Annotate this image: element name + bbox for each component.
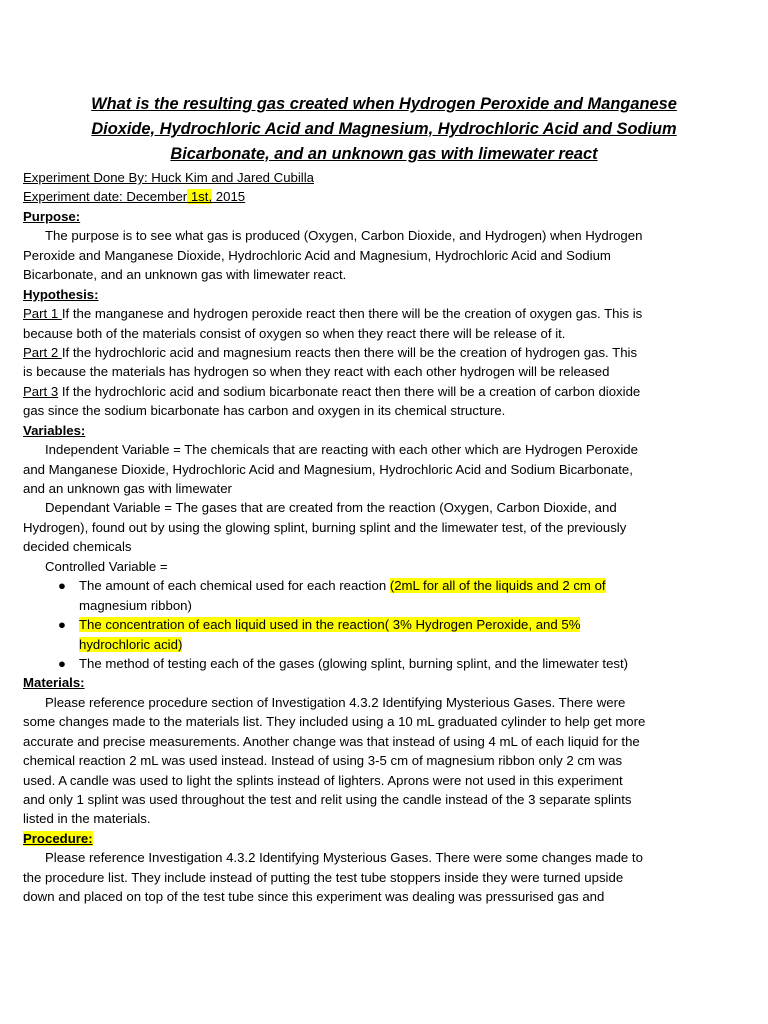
hypothesis-part-2 [23,343,745,362]
bullet-icon: ● [58,617,66,633]
bullet-continuation: magnesium ribbon) [79,597,192,613]
purpose-line: Bicarbonate, and an unknown gas with limewater react. [23,267,347,283]
dependent-variable-line: decided chemicals [23,539,132,555]
purpose-heading: Purpose: [23,208,81,224]
materials-line: some changes made to the materials list. They included using a 10 mL graduated cylinder to help get more [23,714,646,730]
bullet-2-highlight: The concentration of each liquid used in the reaction( 3% Hydrogen Peroxide, and 5% [79,617,581,633]
date-prefix: Experiment date: December [23,189,188,205]
part-1-label: Part 1 [23,306,62,322]
independent-variable-line: and Manganese Dioxide, Hydrochloric Acid and Magnesium, Hydrochloric Acid and Sodium Bicarbonate, [23,461,633,477]
hypothesis-line: because both of the materials consist of oxygen so when they react there will be release of it. [23,325,566,341]
hypothesis-heading: Hypothesis: [23,286,99,302]
materials-line: Please reference procedure section of Investigation 4.3.2 Identifying Mysterious Gases. There were [45,694,626,710]
part-3-label: Part 3 [23,383,59,399]
controlled-variable-label: Controlled Variable = [45,558,168,574]
document-title [23,92,745,166]
independent-variable-line: and an unknown gas with limewater [23,481,232,496]
bullet-text [57,615,745,634]
purpose-line: Peroxide and Manganese Dioxide, Hydrochloric Acid and Magnesium, Hydrochloric Acid and Sodium [23,247,611,263]
materials-line: listed in the materials. [23,811,151,827]
dependent-variable-line: Hydrogen), found out by using the glowing splint, burning splint and the limewater test, of the previously [23,519,627,535]
bullet-1-highlight: (2mL for all of the liquids and 2 cm of [389,578,606,594]
materials-heading: Materials: [23,675,85,691]
independent-variable-line: Independent Variable = The chemicals that are reacting with each other which are Hydrogen Peroxide [45,442,638,458]
bullet-continuation [23,635,745,654]
bullet-3-text: The method of testing each of the gases (glowing splint, burning splint, and the limewater test) [79,655,629,671]
title-line-2: Dioxide, Hydrochloric Acid and Magnesium, Hydrochloric Acid and Sodium [91,119,677,138]
materials-line: accurate and precise measurements. Another change was that instead of using 4 mL of each liquid for the [23,733,640,749]
part-2-label: Part 2 [23,344,62,360]
part-1-text: If the manganese and hydrogen peroxide react then there will be the creation of oxygen gas. This is [61,306,643,322]
part-2-text: If the hydrochloric acid and magnesium reacts then there will be the creation of hydrogen gas. This [61,344,638,360]
bullet-item [23,615,745,634]
materials-line: and only 1 splint was used throughout the test and relit using the candle instead of the 3 separate splints [23,792,632,807]
hypothesis-part-3 [23,382,745,401]
materials-line: used. A candle was used to light the splints instead of lighters. Aprons were not used in this experiment [23,772,623,788]
bullet-1-text: The amount of each chemical used for each reaction [79,578,390,594]
procedure-line: Please reference Investigation 4.3.2 Identifying Mysterious Gases. There were some changes made to [45,850,643,866]
bullet-icon: ● [58,655,66,671]
bullet-text [57,576,745,595]
part-3-text: If the hydrochloric acid and sodium bicarbonate react then there will be a creation of carbon dioxide [58,383,641,399]
bullet-icon: ● [58,578,66,594]
bullet-item [23,654,745,673]
materials-line: chemical reaction 2 mL was used instead. Instead of using 3-5 cm of magnesium ribbon only 2 cm was [23,753,623,769]
experiment-done-by: Experiment Done By: Huck Kim and Jared Cubilla [23,170,314,185]
procedure-heading [23,829,745,848]
procedure-line: the procedure list. They include instead of putting the test tube stoppers inside they were turned upside [23,869,624,885]
experiment-date [23,187,745,206]
title-line-1: What is the resulting gas created when Hydrogen Peroxide and Manganese [91,95,677,113]
title-line-3: Bicarbonate, and an unknown gas with limewater react [170,144,598,163]
hypothesis-line: gas since the sodium bicarbonate has carbon and oxygen in its chemical structure. [23,403,506,419]
document-body [23,168,745,907]
procedure-heading-highlight: Procedure: [23,830,93,846]
variables-heading: Variables: [23,422,86,438]
purpose-line: The purpose is to see what gas is produced (Oxygen, Carbon Dioxide, and Hydrogen) when Hydrogen [45,228,643,244]
hypothesis-line: is because the materials has hydrogen so when they react with each other hydrogen will be released [23,364,610,380]
procedure-line: down and placed on top of the test tube since this experiment was dealing was pressurised gas and [23,889,605,905]
bullet-2-highlight-cont: hydrochloric acid) [79,636,183,652]
date-day-highlight: 1st, [187,189,213,205]
bullet-item [23,576,745,595]
date-year: 2015 [212,189,246,205]
dependent-variable-line: Dependant Variable = The gases that are created from the reaction (Oxygen, Carbon Dioxide, and [45,500,617,516]
hypothesis-part-1 [23,304,745,323]
